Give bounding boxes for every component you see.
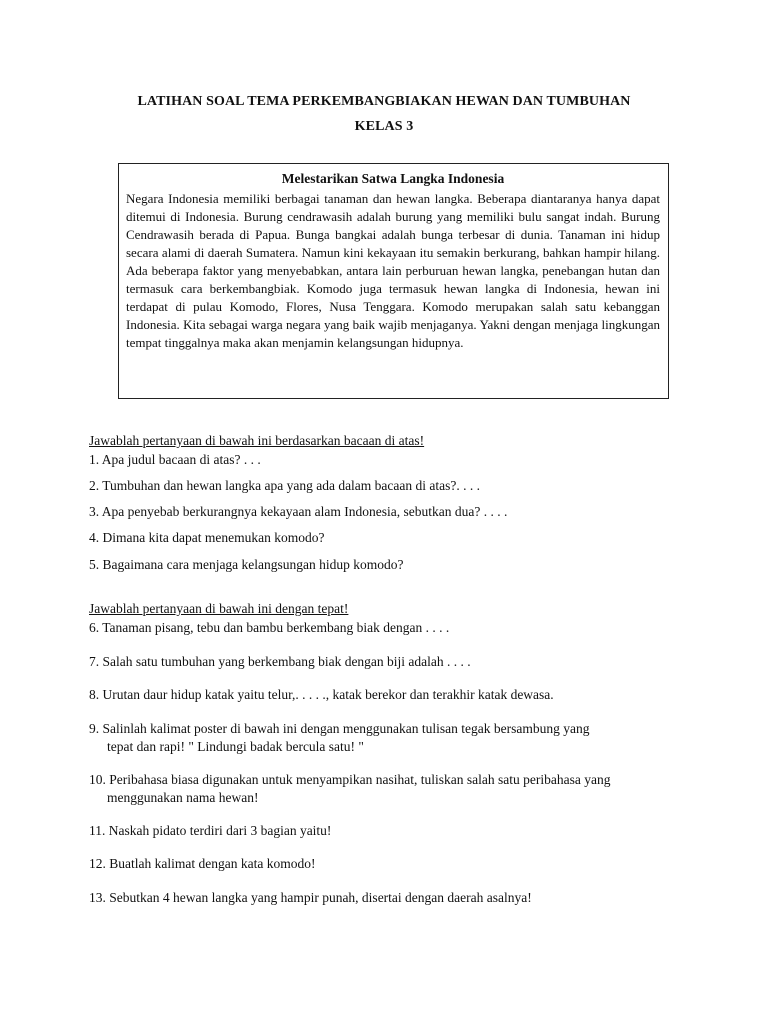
passage-text: Negara Indonesia memiliki berbagai tanaman dan hewan langka. Beberapa diantaranya hanya dapat ditemui di Indonesia. Burung cendrawasih adalah burung yang memiliki bulu sangat indah. Burung Cendrawasih berada di Papua. Bunga bangkai adalah bunga terbesar di dunia. Tanaman ini hidup secara alami di daerah Sumatera. Namun kini kekayaan itu semakin berkurang, bahkan hampir hilang. Ada beberapa faktor yang menyebabkan, antara lain perburuan hewan langka, penebangan hutan dan termasuk cara berkembangbiak. Komodo juga termasuk hewan langka di Indonesia, hewan ini terdapat di pulau Komodo, Flores, Nusa Tenggara. Komodo merupakan salah satu kebanggan Indonesia. Kita sebagai warga negara yang baik wajib menjaganya. Yakni dengan menjaga lingkungan tempat tinggalnya maka akan menjamin kelangsungan hidupnya. <box>126 191 660 350</box>
passage-title: Melestarikan Satwa Langka Indonesia <box>281 171 505 186</box>
question-7: 7. Salah satu tumbuhan yang berkembang biak dengan biji adalah . . . . <box>89 654 471 669</box>
question-8: 8. Urutan daur hidup katak yaitu telur,. . . . ., katak berekor dan terakhir katak dewasa. <box>89 687 554 702</box>
question-10-line1: 10. Peribahasa biasa digunakan untuk menyampikan nasihat, tuliskan salah satu peribahasa yang <box>89 772 611 787</box>
question-3: 3. Apa penyebab berkurangnya kekayaan alam Indonesia, sebutkan dua? . . . . <box>89 504 508 519</box>
question-10 <box>89 771 689 807</box>
question-9-line1: 9. Salinlah kalimat poster di bawah ini dengan menggunakan tulisan tegak bersambung yang <box>89 721 590 736</box>
question-10-line2: menggunakan nama hewan! <box>107 790 259 805</box>
question-2: 2. Tumbuhan dan hewan langka apa yang ada dalam bacaan di atas?. . . . <box>89 478 480 493</box>
document-title: LATIHAN SOAL TEMA PERKEMBANGBIAKAN HEWAN DAN TUMBUHAN <box>137 94 631 109</box>
document-subtitle-class: KELAS 3 <box>354 119 414 134</box>
reading-passage-box <box>118 163 669 399</box>
question-11: 11. Naskah pidato terdiri dari 3 bagian yaitu! <box>89 823 332 838</box>
section2-instruction: Jawablah pertanyaan di bawah ini dengan tepat! <box>89 601 349 616</box>
question-1: 1. Apa judul bacaan di atas? . . . <box>89 452 261 467</box>
question-6: 6. Tanaman pisang, tebu dan bambu berkembang biak dengan . . . . <box>89 620 450 635</box>
question-9-line2: tepat dan rapi! " Lindungi badak bercula satu! " <box>107 739 364 754</box>
section1-instruction: Jawablah pertanyaan di bawah ini berdasarkan bacaan di atas! <box>89 433 425 448</box>
question-5: 5. Bagaimana cara menjaga kelangsungan hidup komodo? <box>89 557 404 572</box>
question-12: 12. Buatlah kalimat dengan kata komodo! <box>89 856 316 871</box>
question-13: 13. Sebutkan 4 hewan langka yang hampir punah, disertai dengan daerah asalnya! <box>89 890 532 905</box>
question-4: 4. Dimana kita dapat menemukan komodo? <box>89 530 325 545</box>
question-9 <box>89 720 689 756</box>
